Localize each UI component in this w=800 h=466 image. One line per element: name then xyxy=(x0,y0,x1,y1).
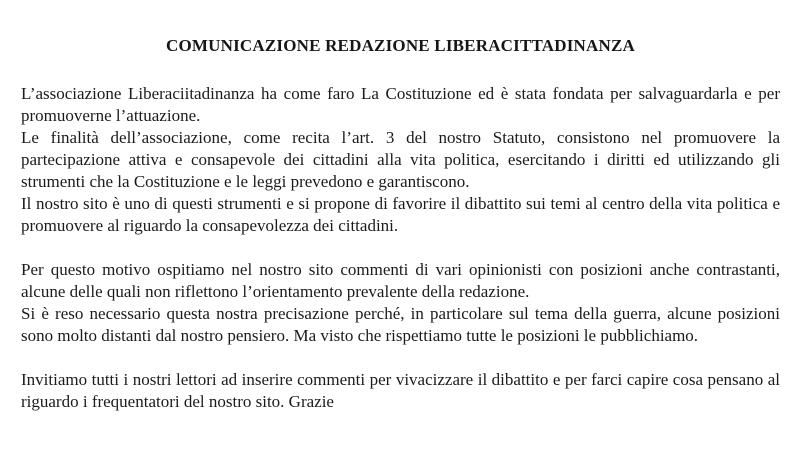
paragraph-spacer xyxy=(21,237,780,259)
paragraph-invitation-readers: Invitiamo tutti i nostri lettori ad inserire commenti per vivacizzare il dibattito e per farci capire cosa pensano al riguardo i frequentatori del nostro sito. Grazie xyxy=(21,370,780,411)
paragraph-site-purpose: Il nostro sito è uno di questi strumenti e si propone di favorire il dibattito sui temi al centro della vita politica e promuovere al riguardo la consapevolezza dei cittadini. xyxy=(21,194,780,235)
paragraph-opinions-hosted: Per questo motivo ospitiamo nel nostro sito commenti di vari opinionisti con posizioni anche contrastanti, alcune delle quali non riflettono l’orientamento prevalente della redazione. xyxy=(21,260,780,301)
document-title: COMUNICAZIONE REDAZIONE LIBERACITTADINANZA xyxy=(165,36,636,55)
paragraph-statute-purpose: Le finalità dell’associazione, come recita l’art. 3 del nostro Statuto, consistono nel promuovere la partecipazione attiva e consapevole dei cittadini alla vita politica, esercitando i diritti ed utilizzando gli strumenti che la Costituzione e le leggi prevedono e garantiscono. xyxy=(21,128,780,191)
paragraph-association-intro: L’associazione Liberaciitadinanza ha come faro La Costituzione ed è stata fondata per salvaguardarla e per promuoverne l’attuazione. xyxy=(21,84,780,125)
paragraph-spacer xyxy=(21,347,780,369)
paragraph-clarification-war: Si è reso necessario questa nostra precisazione perché, in particolare sul tema della guerra, alcune posizioni sono molto distanti dal nostro pensiero. Ma visto che rispettiamo tutte le posizioni le pubblichiamo. xyxy=(21,304,780,345)
